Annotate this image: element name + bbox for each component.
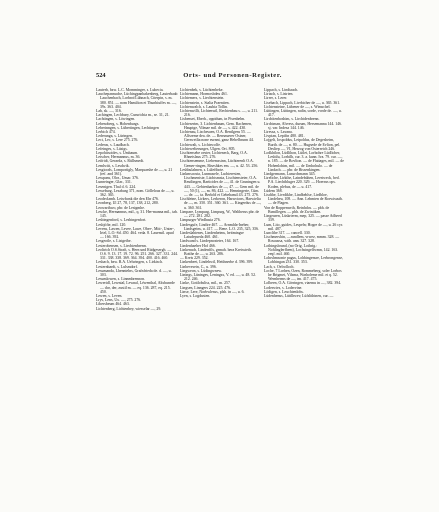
index-entry: Lesenigen. Thal d. 6. 224. <box>96 184 137 189</box>
index-entry: Lirchtman, Alvress, durum, Hersemanna 144. 146. sj. var. Indesa 144. 146. <box>264 121 342 130</box>
index-entry: Lichtemann, Hormosbdeu 461. <box>180 92 228 97</box>
index-entry: Lichtenwillt, Lichtenwil, Rechtenbau s. —, u. 211. 216. <box>180 109 258 118</box>
index-entry: Linkenach, Lindenfils, grmah. bera Kreissteth. Botthe de —, u. 263. 286. <box>180 247 252 256</box>
index-entry: Lindwand s. Lindepnosteter, 164. 167. <box>180 239 240 244</box>
index-column-right <box>264 88 344 460</box>
index-entry: Leweridl, Lewnial, Lewnal, Léwenthal, Altsbunrde — dor, der, zustil m. — eq. 136. 287, eq. 215. 450. <box>96 281 175 294</box>
index-entry: Linbevesein, C., u. 396. <box>180 264 217 269</box>
page-header <box>96 72 342 84</box>
index-entry: Lemlwitt, s. Lesdwik. <box>96 163 130 168</box>
index-entry: Von de Roppenwrth, Reinhdos. — pbh. de Bsmillegen. — pbh. de Zwiniiken. <box>264 205 330 214</box>
index-entry: Leonberg, Ul 27, 78, 137, 138, 212, 280. <box>96 201 159 206</box>
index-entry: Lüttingen, Lüttingen, radin, sorde, vorde de. —, u. 417. <box>264 109 342 118</box>
index-entry: Loderwies, s. Lodervine. <box>264 285 303 290</box>
index-entry: Lodkhilon, Lüdlihon, Lütlet, Lorbohre Lüdlicher, Lesbilu, Lorbilh, cur. 3. a. kann. Iva. 79. cur. —, n. 185. — de Bovlion. — de Flaitages, mil. — de Hohenlohim, mil. — de Umbohulo. — de Lindach. — pbr. de Bissenkingen. <box>264 151 344 172</box>
index-entry: Lojgelt, Iospoldus, Leipoldus, de Degesheim, Burth. de —, n. 80. — Hugsede de Evlion, pel. Desliep —, VI, Herzog von Osterreich 246. <box>264 138 341 151</box>
index-entry: Lichtenwalch, s. Laubia Tollin. <box>180 104 228 109</box>
index-entry: Lirrer, s. Lerer. <box>264 96 288 101</box>
index-entry: Lesterobensen, s. Liechtenbrenn. <box>96 243 147 248</box>
index-entry: Lunneinger, Glar., 331. <box>96 180 132 185</box>
index-entry: Lingsen, Linngers 224. 225. 476. <box>180 285 232 290</box>
index-entry: Lescke, Hermannus, mil., q. 31. Her-manna mil., tab. 145. <box>96 209 178 219</box>
index-entry: Lewen, s. Leven. <box>96 293 123 298</box>
running-title: Orts- und Personen-Register. <box>183 72 282 79</box>
index-entry: Lichtewalt, s. Lichtrwolfe. <box>180 142 221 147</box>
index-entry: Lichtenstein, s. Stalia Praentien. <box>180 100 230 105</box>
index-entry: Lindenhaeber Hof 466. <box>180 243 216 248</box>
index-entry: Lolbeen, O.A. Görringen, viaemu in —, 382. 394. <box>264 281 342 286</box>
index-entry: Linse, Lere, Norbwlesus, plsh. in —, u. 6. <box>180 289 245 294</box>
index-entry: Lesseburg, Lesaburg 371, nom. Göllelous de —, u. 362. 365. <box>96 188 175 198</box>
index-entry: Lüdem 368. <box>264 188 283 193</box>
index-entry: Lesumanda, Lhenntelns, Grafnfrieda de. d. —, u. 303. <box>96 268 172 277</box>
index-entry: Lesgeotle, s. Listgeibe. <box>96 239 132 244</box>
index-entry: Lachtingen, s. Löwingen. <box>96 117 136 122</box>
index-entry: Linings, Lüninges, Leningsx, V. ed. —, u. 48. 52. 212. 246. <box>180 272 256 282</box>
index-entry: Lindesgufe, Lindire 467. — Arnmlda-Ineber, Lindsgeins, u. 417. — Bene. L.O. 235, 325, 356. <box>180 222 260 231</box>
index-entry: Lippach, s. Lindtaach. <box>264 88 299 92</box>
index-entry: Lisebach, Lippach, Livrbtcher de —, u. 365. 361. <box>264 100 341 105</box>
index-entry: Lesumlowen, s. Linnmbrennon. <box>96 277 146 282</box>
index-entry: Livpian, Lepifin 480. 481. <box>264 134 305 139</box>
index-entry: Leshbulalmen, s. Lüleftbote. <box>180 167 225 172</box>
index-entry: Lyen, s. Logdusten. <box>180 293 211 298</box>
index-entry: Loche, 7 Lorhen, Ozen, Rommeberg, soler Lorbos he Brigmet, Vilsma, Warholeme mil. et q. 52. Wernherms de —, tm. 417. 475. <box>264 268 342 282</box>
index-entry: Lab, sk. —, 316. <box>96 109 122 114</box>
index-entry: Lachingen, Lechbury, Cururichia m., se. 31, 21. <box>96 113 170 118</box>
index-entry: Lödigen, s. Leuchtenlohs. <box>264 289 304 294</box>
index-entry: Levens, Lawen, Levee, Lawe, Ober-, Mitt-, Unter-, Irtel, L.O.-Sd. 450. 464. veda. 8. Lauenstl. apud — 166. 392. <box>96 226 175 240</box>
index-entry: Lichtenberg, Lichtenbey, wiesselar —, 29. <box>96 306 162 311</box>
index-entry: Lach, s. Oelrolloch. <box>264 264 295 269</box>
index-entry: Linkenbeet, Lindehwil, Heithnerhe d. 396. 399. <box>180 260 254 265</box>
index-entry: Lesbjöfte, mil. 120. <box>96 222 127 227</box>
index-entry: Lindeslahtenes, Lindenheims, heitmingse Laiudepseda 460. 461. <box>180 230 244 240</box>
index-entry: Lichtenbek, s. Lüchtenbeke. <box>180 88 224 92</box>
index-entry: Lindgermann, Lusurchmann 345. <box>264 172 316 177</box>
index-entry: Limpare, Lympurg, Limpurg, W., Waltherus pbr. de — 272. 281. 282. <box>180 209 260 219</box>
index-entry: Lohrshmsonie pagus, Lohbingensre, Lerbrongense, Lobhingan 231. 330. 353. <box>264 256 343 265</box>
index-entry: Lederunga, s. Lüringen. <box>96 134 133 139</box>
index-column-left <box>96 88 178 460</box>
index-entry: Leischer, Hermannus, m. 36. <box>96 155 141 160</box>
index-entry: Liressa, s. Lavana. <box>264 130 293 135</box>
index-entry: Lirchitenboshim, s. Lirchtdenbrenn. <box>264 117 320 122</box>
index-entry: Lect, Lec, s. Lere 275. 276. <box>96 138 139 143</box>
index-entry: Lum, Lito, guides, Lespeln; Hogre de —, u. 26 cyr. mil. 487. <box>264 222 343 231</box>
index-entry: Leifridt, Gerarda, s. Rüllsmedt. <box>96 159 145 164</box>
index-entry: Linkmsoosta, Lunmasele, Lachteresten, Lischmeniste, Lüchtsmsta, Lischtensteter, O.A. Reutlingen, Barticides de —, 41. de Gruningen u. 443. — Gebtenbarkos de —, 47. — Gem mil. de —, 50 (1), —, m. 86, 422. — Henningerie, Cüm. — de. —, ta. Berlold et Gebeham4 43. 275. 276. <box>180 172 261 198</box>
index-entry: — Kreis 229. 352. <box>180 256 209 261</box>
index-entry: Lisbenset, Eberh., oppidum, in Pisenbelm. <box>180 117 246 122</box>
index-columns <box>96 88 344 460</box>
index-entry: Lichtewelterunges, Ulgen. Ort. 805. <box>180 146 236 151</box>
index-entry: Lepohitsoides, s. Umbaum. <box>96 151 139 156</box>
index-entry: Lingeuren, Lüskrterm, mep, 325. — passe Adheed 339. <box>264 214 342 223</box>
index-entry: Lefeinges, s. Lüsigs. <box>96 146 128 151</box>
index-entry: Linke, Gottlobsliss, mil., m. 257. <box>180 281 231 286</box>
index-entry: Lrys, Lens, Ux. —, 275. 276. <box>96 298 142 303</box>
page-number: 524 <box>96 72 106 79</box>
index-entry: Leowarthwo, pbr. de Lesigmhe. <box>96 205 145 210</box>
index-entry: Lauchepannuche, Lüchingpanbakenberg, Lauterbaab Lauchenbach, Lorbrot/Lühnach, Citerpin, s. m. 380. 851. — nom Hamilton et Thunbiuffes m. —, 39s. 363. 404. <box>96 92 178 109</box>
index-entry: Lingweon, s. Lüdingwnew. <box>180 268 222 273</box>
index-entry: Leodeclamb. Leiwbonk die den Ehr 476. <box>96 197 159 202</box>
index-entry: Lesternbardt, s. Lulsmdorf. <box>96 264 138 269</box>
index-entry: Lebenoberg, s. Hohenburgs. <box>96 121 140 126</box>
index-entry: Lederas, s. Laudbach. <box>96 142 130 147</box>
index-entry: Lesbach, bzw. B.A. Uelsringen, s. Lirkisch. <box>96 260 164 265</box>
index-entry: Lischtensebe oester, Lichteneck, Barg, O.A. Rhneislaus 275. 276. <box>180 151 248 160</box>
index-entry: Lischtensemme, Liebemssinn, Lüchterenlt O.A. Gemer-ringen, Biseshkes em. —, u. 42. 53. 256. <box>180 159 259 168</box>
index-entry: Lunclthe 317. — cancell. 330. <box>264 230 311 235</box>
index-entry: Libersbeum 464. 463. <box>96 302 130 307</box>
index-entry: Lerbich 474. <box>96 130 116 135</box>
index-entry: Lirtach, s. Listrten. <box>264 92 294 97</box>
index-entry: Lothingsbrund, (no Orig. Lothrig.: Nohlinglerfhem), Lochsingelfwmn, 142. 163. zeqf. mil. 460. <box>264 243 339 256</box>
index-entry: Leoltrich O.S.Straft, s. Hern und Rüdgesergh. — O.S. 9. 13. 17. 19. 72. 96. 251. 266. 327. 331. 244. 331. 338. 338. 369. 364. 394. 400. 416. 460. <box>96 247 178 261</box>
index-entry: Lichteserim, 3. Lichtenbaum, Gem. Rachenen, Hauptge, Vilmae mil. de —, s. 422. 430. <box>180 121 252 130</box>
index-entry: Lesspans, Olor., Umar. 376. <box>96 176 139 181</box>
index-entry: Limpurger Wirdhasia 276. <box>180 218 221 223</box>
index-entry: Lüdenhenus, Lüttlhwev, Lüfsltthtnen, cur. — <box>264 293 334 298</box>
index-entry: Leberinngen, s. Lübertingen, Lechtingen <box>96 125 159 130</box>
index-entry: Lauterb, bzw. L.C. Momminger, s. Lubecia. <box>96 88 164 92</box>
index-entry: Lesgioods, Lomportigly, Marquarshe de —, u. 21 (ref. and 361). <box>96 167 173 177</box>
index-entry: Lichtensteine, Lübener de —, s. Wimschel. <box>264 104 331 109</box>
index-column-middle <box>180 88 262 460</box>
index-entry: Lichtenau, Lischesaen, O.A. Rentlgens 55. — Alfsreme dea. de. — Rensnuerer Osiner, Gerrweilia none eurnnt, ganz Hebelbrunn 44. <box>180 130 254 143</box>
index-entry: Lesbingenford, s. Lesbingenfort. <box>96 218 147 223</box>
index-entry: Lischmershin, —rundlem, vrwez, mmm. 328. — Rosaussa, wtth. ann. 327. 328. <box>264 235 340 244</box>
index-entry: Lischleine, Lirkers, Lerkeron, Harwcions, Harwielia de —, m. 350. 351. 360. 361. — Kingerdus de —, u. 360. 361. <box>180 197 262 210</box>
index-entry: Lichtemers, s. Liechtenstein. <box>180 96 225 101</box>
index-entry: Lisdthe, Livrdikhe, Lindbehlse, Lirdbloe, Lindeheu, 108. — Ann. Lehmten de Rorwisustb. — de Plagen. <box>264 193 343 206</box>
index-entry: Lireliche, Lirkthe, Laindebühen, Leertweck, bed. P.A. Liechtbluger 220. 329. — Hoerrus ops. Koden, plebus, de — u. 417. <box>264 176 340 189</box>
